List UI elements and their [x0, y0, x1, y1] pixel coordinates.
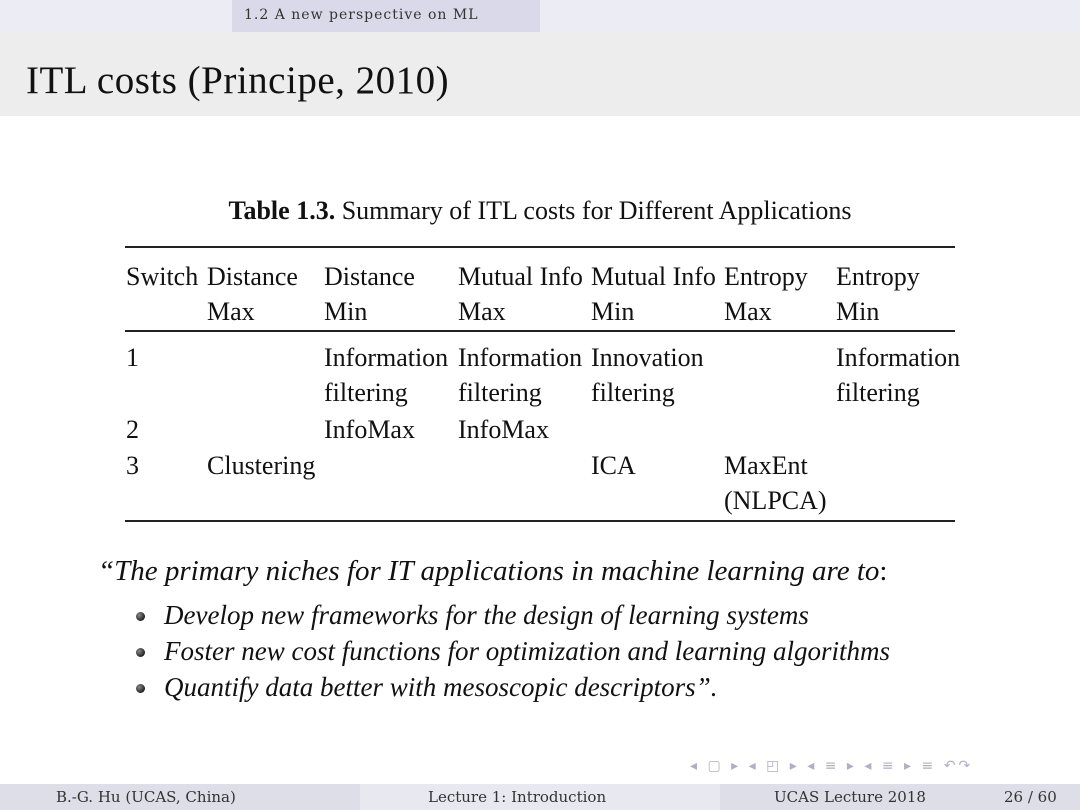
table-cell: filtering [458, 378, 542, 407]
table-caption [0, 196, 1080, 226]
table-cell: ICA [591, 451, 636, 480]
table-cell: Information [324, 343, 449, 372]
table-cell: Clustering [207, 451, 316, 480]
footer-author: B.-G. Hu (UCAS, China) [56, 788, 236, 806]
table-header-cell: Max [207, 297, 255, 326]
section-navigation-bar [0, 0, 1080, 32]
table-header-cell: Entropy [724, 262, 808, 291]
niche-list [136, 599, 890, 707]
footer [0, 784, 1080, 810]
table-cell: 3 [126, 451, 139, 480]
list-item-text: Develop new frameworks for the design of learning systems [164, 600, 809, 630]
current-section-label[interactable]: 1.2 A new perspective on ML [244, 7, 479, 23]
table-cell: (NLPCA) [724, 486, 827, 515]
table-cell: 1 [126, 343, 139, 372]
table-cell: 2 [126, 415, 139, 444]
table-header-cell: Entropy [836, 262, 920, 291]
bullet-icon [136, 612, 145, 621]
table-cell: Information [458, 343, 583, 372]
quote-open-mark: “ [98, 555, 115, 587]
footer-course-segment [720, 784, 1080, 810]
list-item [136, 635, 890, 671]
table-cell: Information [836, 343, 961, 372]
beamer-navigation-icons[interactable]: ◂ ▢ ▸ ◂ ◰ ▸ ◂ ≡ ▸ ◂ ≡ ▸ ≡ ↶↷ [690, 758, 974, 774]
list-item-text: Quantify data better with mesoscopic descriptors”. [164, 672, 718, 702]
quote-text: The primary niches for IT applications in machine learning are to [114, 555, 880, 587]
table-header-cell: Max [458, 297, 506, 326]
quote-intro [98, 555, 887, 588]
table-header-cell: Mutual Info [458, 262, 583, 291]
list-item [136, 671, 890, 707]
bullet-icon [136, 684, 145, 693]
table-cell: InfoMax [458, 415, 549, 444]
list-item [136, 599, 890, 635]
footer-lecture: Lecture 1: Introduction [428, 788, 607, 806]
slide-title: ITL costs (Principe, 2010) [26, 59, 450, 102]
table-header-cell: Max [724, 297, 772, 326]
table-caption-number: Table 1.3. [228, 196, 336, 225]
table-header-cell: Min [324, 297, 368, 326]
list-item-text: Foster new cost functions for optimization and learning algorithms [164, 636, 891, 666]
table-cell: filtering [324, 378, 408, 407]
table-header-cell: Distance [324, 262, 415, 291]
table-cell: filtering [836, 378, 920, 407]
table-cell: InfoMax [324, 415, 415, 444]
table-caption-text: Summary of ITL costs for Different Applications [335, 196, 852, 225]
table-header-cell: Distance [207, 262, 298, 291]
table-bottom-rule [125, 520, 955, 522]
table-header-cell: Mutual Info [591, 262, 716, 291]
quote-colon: : [879, 555, 888, 587]
table-header-rule [125, 330, 955, 332]
bullet-icon [136, 648, 145, 657]
footer-course: UCAS Lecture 2018 [774, 788, 926, 806]
table-header-cell: Min [591, 297, 635, 326]
table-header-cell: Min [836, 297, 880, 326]
footer-page-number: 26 / 60 [1004, 788, 1057, 806]
footer-author-segment [0, 784, 360, 810]
table-cell: filtering [591, 378, 675, 407]
table-header-cell: Switch [126, 262, 199, 291]
footer-lecture-segment [360, 784, 720, 810]
table-cell: Innovation [591, 343, 704, 372]
table-cell: MaxEnt [724, 451, 808, 480]
table-top-rule [125, 246, 955, 248]
